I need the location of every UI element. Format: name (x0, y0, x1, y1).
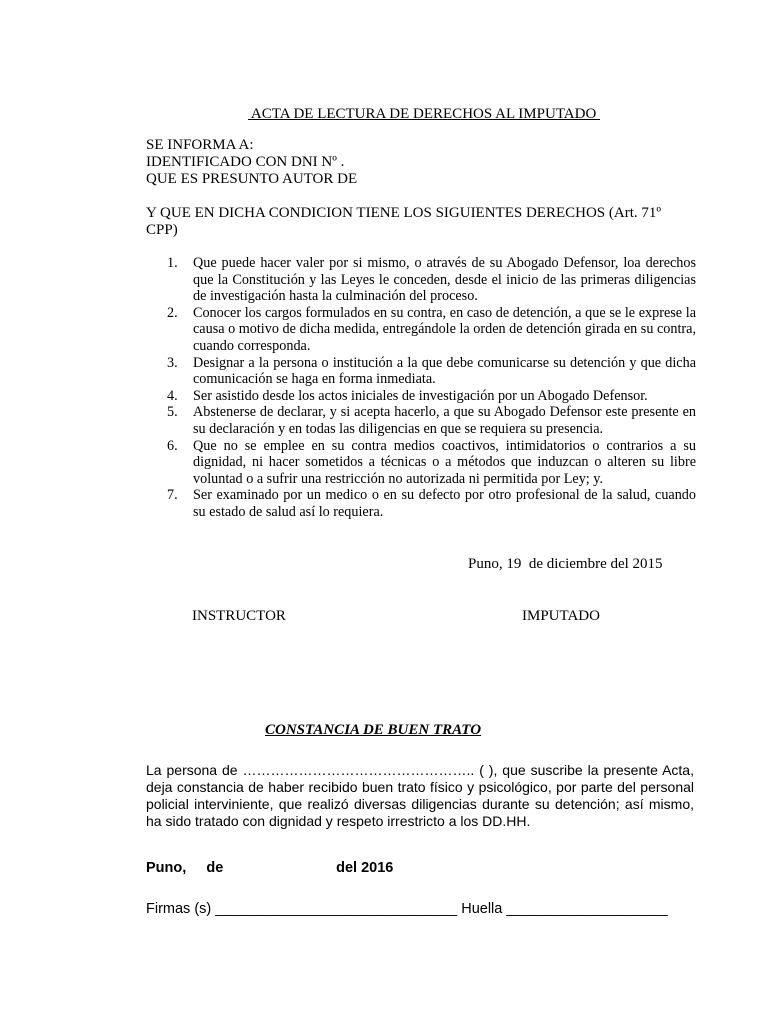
right-item (167, 304, 696, 355)
right-text: Abstenerse de declarar, y si acepta hacerlo, a que su Abogado Defensor este presente en su declaración y en todas las diligencias en que se requiera su presencia. (193, 404, 696, 437)
right-text: Conocer los cargos formulados en su contra, en caso de detención, a que se le exprese la causa o motivo de dicha medida, entregándole la orden de detención girada en su contra, cuando corresponda. (193, 304, 696, 354)
right-text: Ser asistido desde los actos iniciales de investigación por un Abogado Defensor. (193, 387, 648, 404)
constancia-date-line: Puno, de del 2016 (146, 860, 394, 876)
right-text: Ser examinado por un medico o en su defecto por otro profesional de la salud, cuando su estado de salud así lo requiera. (193, 487, 696, 520)
rights-intro: Y QUE EN DICHA CONDICION TIENE LOS SIGUIENTES DERECHOS (Art. 71º CPP) (146, 205, 662, 238)
right-item (167, 437, 696, 488)
right-number: 6. (167, 437, 178, 454)
constancia-body: La persona de ………………………………………….. ( ), que suscribe la presente Acta, deja constancia de haber recibido buen trato físico y psicológico, por parte del personal policial interviniente, que realizó diversas diligencias durante su detención; así mismo, ha sido tratado con dignidad y respeto irrestricto a los DD.HH. (146, 762, 694, 829)
signature-imputado: IMPUTADO (522, 608, 600, 624)
rights-list (167, 255, 696, 521)
right-number: 7. (167, 487, 178, 504)
place-date: Puno, 19 de diciembre del 2015 (468, 556, 663, 572)
right-item (167, 487, 696, 520)
right-number: 3. (167, 354, 178, 371)
right-number: 5. (167, 404, 178, 421)
right-item (167, 255, 696, 305)
constancia-title: CONSTANCIA DE BUEN TRATO (265, 722, 482, 738)
right-number: 4. (167, 387, 178, 404)
right-item (167, 404, 696, 437)
right-text: Que puede hacer valer por si mismo, o através de su Abogado Defensor, loa derechos que la Constitución y las Leyes le conceden, desde el inicio de las primeras diligencias de investigación hasta la culminación del proceso. (193, 255, 696, 305)
document-title: ACTA DE LECTURA DE DERECHOS AL IMPUTADO (247, 106, 601, 122)
firmas-huella-line: Firmas (s) ______________________________ Huella ____________________ (146, 901, 668, 917)
right-item (167, 387, 696, 405)
right-number: 1. (167, 255, 178, 271)
right-text: Designar a la persona o institución a la que debe comunicarse su detención y que dicha comunicación se haga en forma inmediata. (193, 354, 696, 388)
info-line-autor: QUE ES PRESUNTO AUTOR DE (146, 171, 358, 187)
info-line-dni: IDENTIFICADO CON DNI Nº . (146, 154, 345, 170)
info-block (146, 137, 357, 188)
signature-instructor: INSTRUCTOR (192, 608, 286, 624)
right-number: 2. (167, 304, 178, 321)
right-text: Que no se emplee en su contra medios coactivos, intimidatorios o contrarios a su dignidad, ni hacer sometidos a técnicas o a métodos que induzcan o alteren su libre voluntad o a sufrir una restricción no autorizada ni permitida por Ley; y. (193, 437, 696, 487)
info-line-se-informa: SE INFORMA A: (146, 137, 254, 153)
right-item (167, 354, 696, 388)
